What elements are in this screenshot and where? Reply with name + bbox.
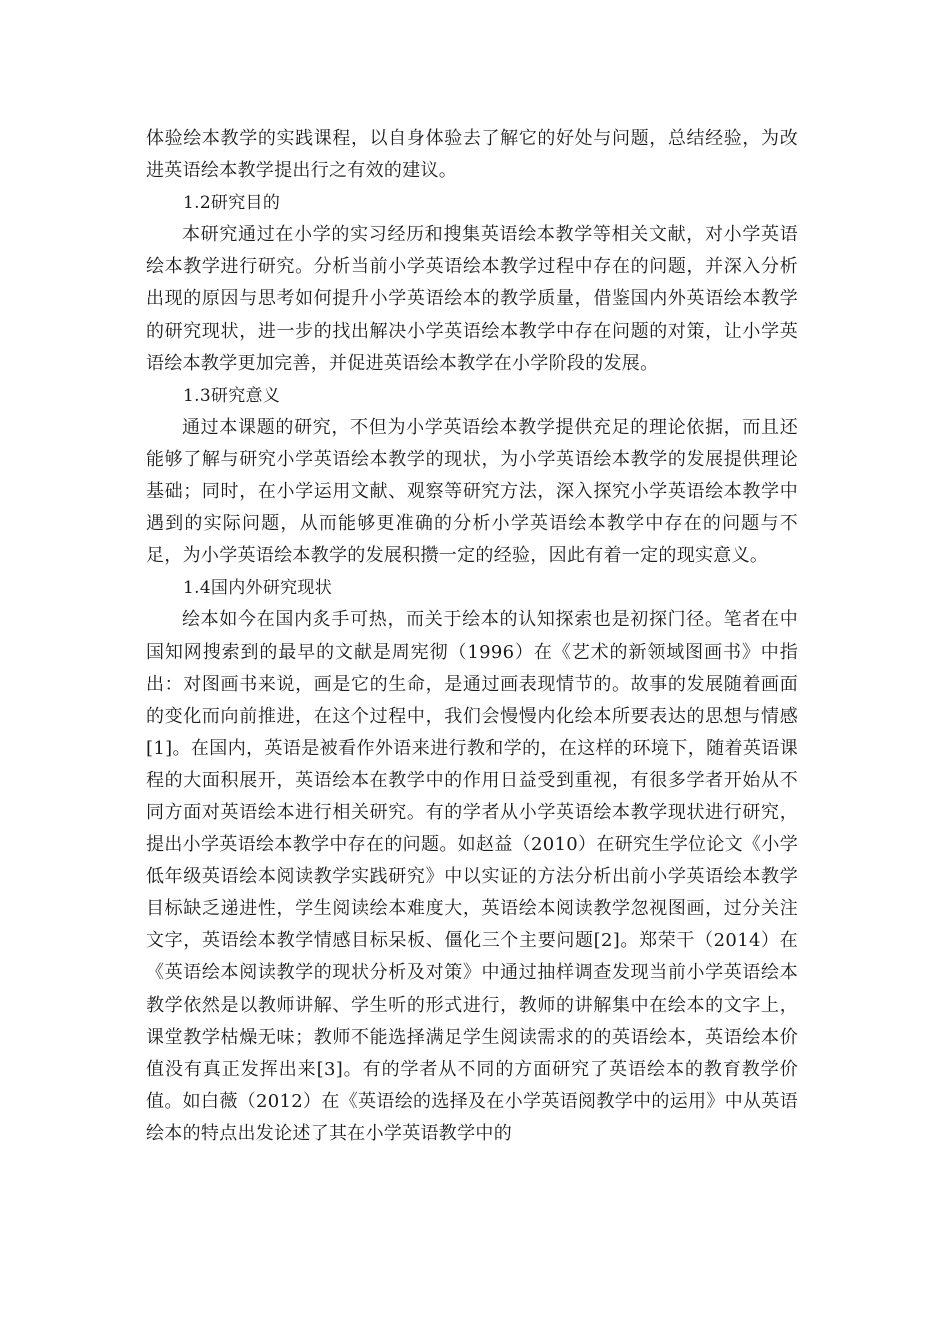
paragraph-intro-continuation: 体验绘本教学的实践课程，以自身体验去了解它的好处与问题，总结经验，为改进英语绘本教学提出行之有效的建议。	[146, 128, 798, 182]
paragraph-research-significance: 通过本课题的研究，不但为小学英语绘本教学提供充足的理论依据，而且还能够了解与研究小学英语绘本教学的现状，为小学英语绘本教学的发展提供理论基础；同时，在小学运用文献、观察等研究方法，深入探究小学英语绘本教学中遇到的实际问题，从而能够更准确的分析小学英语绘本教学中存在的问题与不足，为小学英语绘本教学的发展积攒一定的经验，因此有着一定的现实意义。	[146, 416, 798, 567]
section-heading-research-significance: 1.3研究意义	[183, 385, 281, 406]
document-body	[146, 123, 798, 1150]
section-heading-research-purpose: 1.2研究目的	[183, 193, 281, 214]
paragraph-research-purpose: 本研究通过在小学的实习经历和搜集英语绘本教学等相关文献，对小学英语绘本教学进行研究。分析当前小学英语绘本教学过程中存在的问题，并深入分析出现的原因与思考如何提升小学英语绘本的教学质量，借鉴国内外英语绘本教学的研究现状，进一步的找出解决小学英语绘本教学中存在问题的对策，让小学英语绘本教学更加完善，并促进英语绘本教学在小学阶段的发展。	[146, 224, 798, 374]
paragraph-research-status: 绘本如今在国内炙手可热，而关于绘本的认知探索也是初探门径。笔者在中国知网搜索到的最早的文献是周宪彻（1996）在《艺术的新领域图画书》中指出：对图画书来说，画是它的生命，是通过画表现情节的。故事的发展随着画面的变化而向前推进，在这个过程中，我们会慢慢内化绘本所要表达的思想与情感 [1]。在国内，英语是被看作外语来进行教和学的，在这样的环境下，随着英语课程的大面积展开，英语绘本在教学中的作用日益受到重视，有很多学者开始从不同方面对英语绘本进行相关研究。有的学者从小学英语绘本教学现状进行研究，提出小学英语绘本教学中存在的问题。如赵益（2010）在研究生学位论文《小学低年级英语绘本阅读教学实践研究》中以实证的方法分析出前小学英语绘本教学目标缺乏递进性，学生阅读绘本难度大，英语绘本阅读教学忽视图画，过分关注文字，英语绘本教学情感目标呆板、僵化三个主要问题[2]。郑荣干（2014）在《英语绘本阅读教学的现状分析及对策》中通过抽样调查发现当前小学英语绘本教学依然是以教师讲解、学生听的形式进行，教师的讲解集中在绘本的文字上，课堂教学枯燥无味；教师不能选择满足学生阅读需求的的英语绘本，英语绘本价值没有真正发挥出来[3]。有的学者从不同的方面研究了英语绘本的教育教学价值。如白薇（2012）在《英语绘的选择及在小学英语阅教学中的运用》中从英语绘本的特点出发论述了其在小学英语教学中的	[146, 609, 798, 1144]
section-heading-research-status: 1.4国内外研究现状	[183, 578, 333, 599]
